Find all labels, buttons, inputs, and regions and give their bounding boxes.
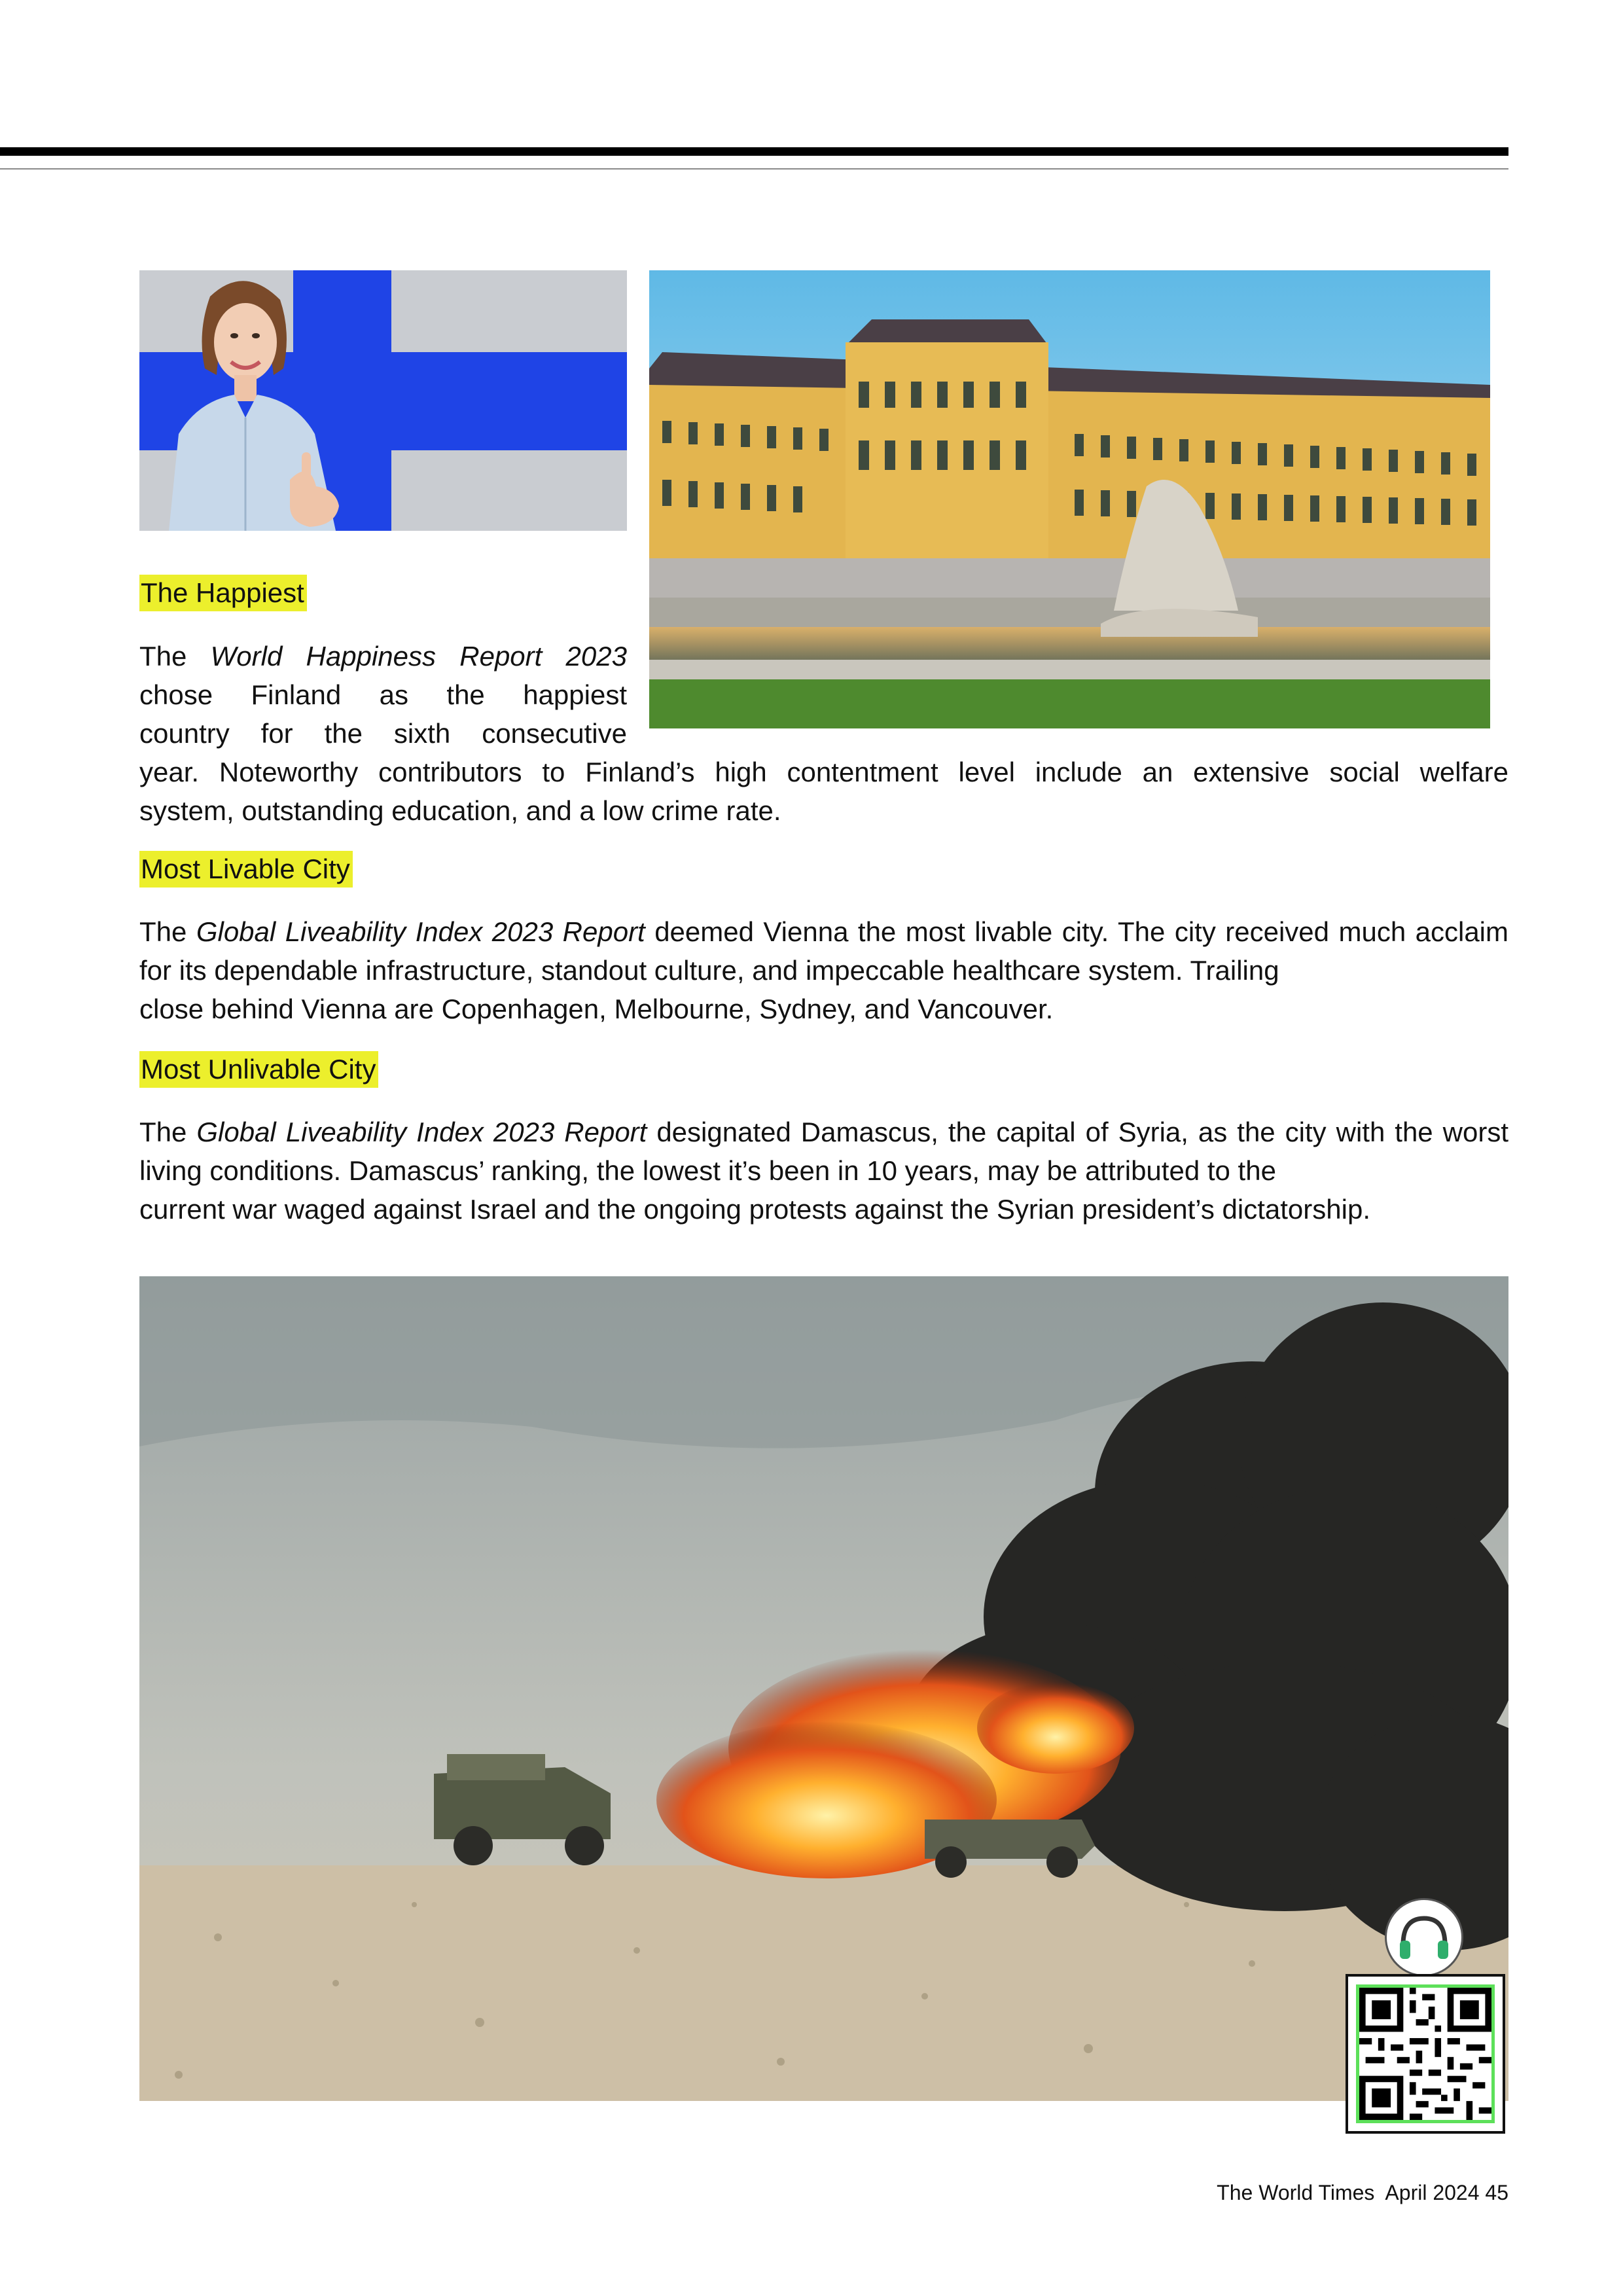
- header-rule-thin: [0, 168, 1508, 170]
- para-livable-last: close behind Vienna are Copenhagen, Melbourne, Sydney, and Vancouver.: [139, 994, 1054, 1024]
- footer-issue: April 2024: [1385, 2181, 1480, 2204]
- header-rule-thick: [0, 147, 1508, 156]
- para-livable-body: deemed Vienna the most livable city. The city received much acclaim for its dependable infrastructure, standout culture, and impeccable healthcare system. Trailing: [139, 916, 1509, 986]
- para-happiest-intro: [139, 637, 627, 675]
- heading-most-livable-city: Most Livable City: [139, 851, 353, 888]
- desert-explosion-photo: [139, 1276, 1508, 2101]
- report-title-global-liveability-2: Global Liveability Index 2023 Report: [196, 1117, 647, 1147]
- para-happiest-line3: country for the sixth consecutive: [139, 718, 627, 749]
- qr-code-pattern: [1359, 1988, 1491, 2120]
- page-footer: [1113, 2179, 1508, 2206]
- heading-the-happiest: The Happiest: [139, 575, 307, 611]
- footer-publication: The World Times: [1217, 2181, 1375, 2204]
- para-happiest-line5: system, outstanding education, and a low crime rate.: [139, 795, 781, 826]
- para-unlivable-pre: The: [139, 1117, 197, 1147]
- audio-play-button[interactable]: [1385, 1898, 1463, 1977]
- para-happiest-pre: The: [139, 641, 211, 672]
- heading-most-unlivable-city: Most Unlivable City: [139, 1051, 378, 1088]
- para-most-livable: [139, 912, 1508, 1028]
- report-title-global-liveability: Global Liveability Index 2023 Report: [196, 916, 645, 947]
- para-livable-pre: The: [139, 916, 196, 947]
- headphones-icon: [1387, 1900, 1461, 1975]
- finland-flag-woman-photo: [139, 270, 627, 531]
- para-happiest-line4: year. Noteworthy contributors to Finland’s high contentment level include an extensive social welfare: [139, 757, 1508, 787]
- qr-code[interactable]: [1346, 1974, 1505, 2134]
- para-unlivable-last: current war waged against Israel and the ongoing protests against the Syrian president’s dictatorship.: [139, 1194, 1370, 1225]
- para-unlivable-body: designated Damascus, the capital of Syria, as the city with the worst living conditions. Damascus’ ranking, the lowest it’s been in 10 years, may be attributed to the: [139, 1117, 1508, 1186]
- footer-page-number: 45: [1485, 2181, 1508, 2204]
- vienna-palace-photo: [649, 270, 1490, 728]
- para-most-unlivable: [139, 1113, 1508, 1229]
- report-title-world-happiness: World Happiness Report 2023: [210, 641, 627, 672]
- para-happiest-line2: chose Finland as the happiest: [139, 679, 627, 710]
